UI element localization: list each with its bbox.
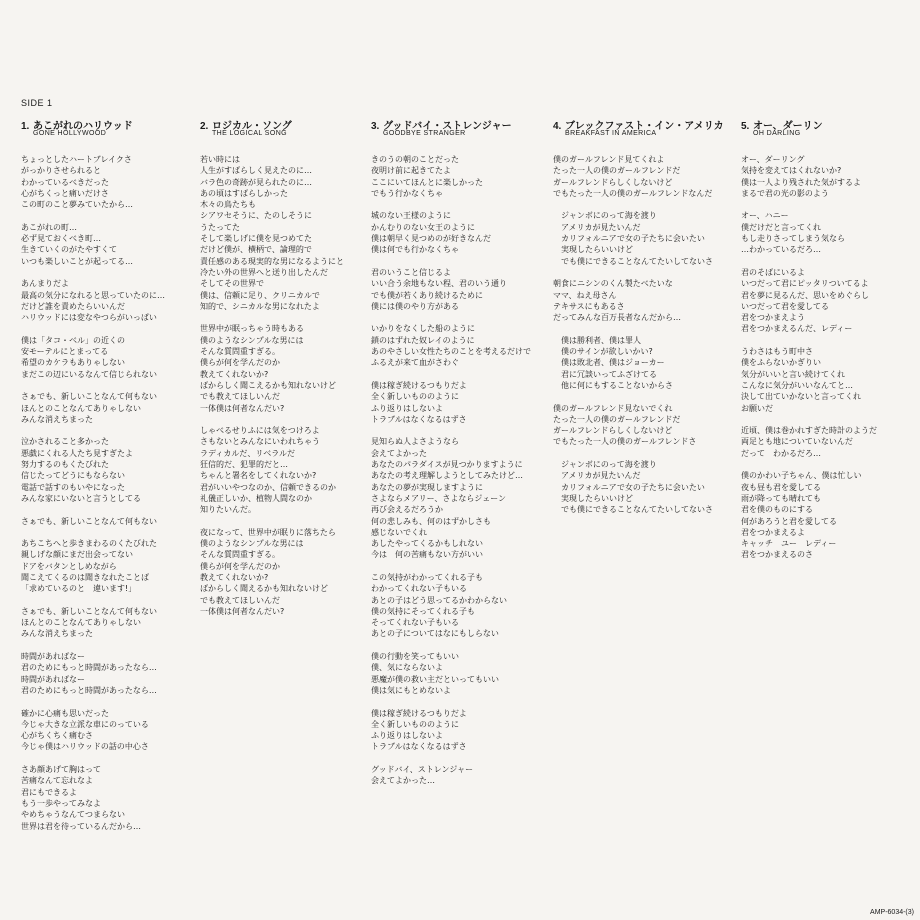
- lyric-line: この町のこと夢みていたから…: [21, 200, 133, 210]
- song-subtitle: OH DARLING: [753, 130, 801, 137]
- lyric-line: 苦痛なんて忘れなよ: [21, 776, 93, 786]
- lyric-line: こんなに気分がいいなんてと…: [741, 380, 853, 390]
- lyric-line: ジャンボにのって海を渡り: [553, 211, 657, 221]
- lyric-line: ばからしく聞こえるかも知れないけど: [200, 380, 336, 390]
- lyric-line: 僕、気にならないよ: [371, 663, 443, 673]
- lyric-line: がっかりさせられると: [21, 166, 101, 176]
- lyric-line: あしたやってくるかもしれない: [371, 539, 483, 549]
- lyric-line: アメリカが見たいんだ: [553, 471, 641, 481]
- lyric-line: でも僕が若くあり続けるために: [371, 290, 483, 300]
- lyric-line: 雨が降っても晴れても: [741, 493, 821, 503]
- lyric-line: やめちゃうなんてつまらない: [21, 810, 125, 820]
- lyric-line: 君をつかまえるのさ: [741, 550, 813, 560]
- lyric-line: ガールフレンドらしくしないけど: [553, 426, 673, 436]
- lyric-line: 世界は君を待っているんだから…: [21, 821, 141, 831]
- lyric-line: 今は 何の苦痛もない方がいい: [371, 550, 483, 560]
- lyric-line: 悪戯にくれる人たち見すぎたよ: [21, 448, 133, 458]
- lyric-line: 親しげな顔にまだ出会ってない: [21, 550, 133, 560]
- lyric-line: 実現したらいいけど: [553, 245, 633, 255]
- lyric-line: キャッチ ユー レディー: [741, 539, 837, 549]
- lyric-line: でもたった一人の僕のガールフレンドなんだ: [553, 188, 713, 198]
- song-header: [371, 117, 551, 132]
- lyric-line: 僕は何でも行かなくちゃ: [371, 245, 459, 255]
- lyric-stanza: [21, 335, 201, 380]
- lyric-line: さよならメアリー、さよならジェーン: [371, 493, 507, 503]
- lyric-line: 世界中が眠っちゃう時もある: [200, 324, 304, 334]
- lyric-stanza: [371, 708, 551, 753]
- lyric-line: あこがれの町…: [21, 222, 77, 232]
- lyric-line: みんな家にいないと言うとしてる: [21, 493, 141, 503]
- song-header: [21, 117, 201, 132]
- lyric-line: さぁでも、新しいことなんて何もない: [21, 606, 157, 616]
- lyric-line: 狂信的だ、犯罪的だと…: [200, 460, 288, 470]
- lyrics: [741, 154, 920, 561]
- lyric-line: うわさはもう町中さ: [741, 347, 813, 357]
- lyric-line: さあ顔あげて胸はって: [21, 765, 101, 775]
- lyrics: [371, 154, 551, 787]
- lyric-stanza: [21, 538, 201, 594]
- lyric-stanza: [21, 516, 201, 527]
- lyric-line: だけど誰を責めたらいいんだ: [21, 301, 125, 311]
- lyric-line: 両足とも地についていないんだ: [741, 437, 853, 447]
- lyric-stanza: [741, 425, 920, 459]
- lyric-line: さぁでも、新しいことなんて何もない: [21, 516, 157, 526]
- lyric-line: 僕は敗北者、僕はジョーカー: [553, 358, 665, 368]
- lyric-line: いつだって君にピッタリついてるよ: [741, 279, 869, 289]
- lyric-line: 何の悲しみも、何のはずかしさも: [371, 516, 491, 526]
- lyric-stanza: [741, 154, 920, 199]
- lyric-line: みんな消えちまった: [21, 629, 93, 639]
- lyric-line: あんまりだよ: [21, 279, 69, 289]
- lyric-stanza: [200, 527, 380, 617]
- lyric-line: 僕だけだと言ってくれ: [741, 222, 821, 232]
- lyric-stanza: [741, 267, 920, 335]
- lyric-stanza: [741, 346, 920, 414]
- lyric-line: グッドバイ、ストレンジャー: [371, 765, 474, 775]
- lyrics: [553, 154, 733, 516]
- lyric-line: 僕のかわい子ちゃん、僕は忙しい: [741, 471, 862, 481]
- song-subtitle: THE LOGICAL SONG: [212, 130, 287, 137]
- lyric-line: 僕は朝早く見つめのが好きなんだ: [371, 234, 491, 244]
- lyric-line: 僕のガールフレンド見てくれよ: [553, 155, 665, 164]
- lyric-line: 必ず見ておくべき町…: [21, 234, 101, 244]
- lyric-line: 聞こえてくるのは聞きなれたことば: [21, 572, 149, 582]
- lyric-line: 僕は勝利者、僕は罪人: [553, 335, 641, 345]
- lyric-line: 一体僕は何者なんだい?: [200, 606, 285, 616]
- lyric-line: あとの子はどう思ってるかわからない: [371, 595, 507, 605]
- lyric-line: 他に何にもすることないからさ: [553, 380, 673, 390]
- lyric-line: ジャンボにのって海を渡り: [553, 460, 657, 470]
- lyric-line: でも教えてほしいんだ: [200, 595, 280, 605]
- lyrics: [200, 154, 380, 617]
- lyric-line: いい合う余地もない程、君のいう通り: [371, 279, 507, 289]
- lyric-line: 君のためにもっと時間があったなら…: [21, 685, 157, 695]
- lyric-stanza: [21, 436, 201, 504]
- lyrics: [21, 154, 201, 832]
- song-title: オー、ダーリン: [753, 121, 823, 132]
- lyric-line: さぁでも、新しいことなんて何もない: [21, 392, 157, 402]
- song-column: [200, 117, 380, 628]
- lyric-stanza: [741, 470, 920, 560]
- lyric-stanza: [553, 459, 733, 515]
- lyric-line: あちこちへと歩きまわるのくたびれた: [21, 539, 157, 549]
- lyric-line: 感じないでくれ: [371, 527, 427, 537]
- lyric-line: 一体僕は何者なんだい?: [200, 403, 285, 413]
- lyric-line: 君がいいやつなのか、信頼できるのか: [200, 482, 336, 492]
- song-header: [741, 117, 920, 132]
- lyric-line: カリフォルニアで女の子たちに会いたい: [553, 482, 705, 492]
- lyric-line: ドアをバタンとしめながら: [21, 561, 117, 571]
- lyric-line: きのうの朝のことだった: [371, 155, 459, 164]
- lyric-line: 今じゃ僕はハリウッドの話の中心さ: [21, 742, 149, 752]
- lyric-line: 僕の行動を笑ってもいい: [371, 652, 459, 662]
- song-title: あこがれのハリウッド: [33, 121, 133, 132]
- lyric-line: いつだって君を愛してる: [741, 301, 829, 311]
- lyric-line: 若い時には: [200, 155, 240, 164]
- lyric-line: そってくれない子もいる: [371, 618, 459, 628]
- lyric-line: もう一歩やってみなよ: [21, 798, 101, 808]
- lyric-line: 朝食にニシンのくん製たべたいな: [553, 279, 673, 289]
- lyric-line: いかりをなくした船のように: [371, 324, 475, 334]
- lyric-stanza: [371, 323, 551, 368]
- lyric-line: 確かに心痛も思いだった: [21, 708, 109, 718]
- lyric-line: 僕は、信頼に足り、クリニカルで: [200, 290, 320, 300]
- lyric-line: ハリウッドには変なやつらがいっぱい: [21, 313, 157, 323]
- lyric-line: 僕のサインが欲しいかい?: [553, 347, 653, 357]
- lyric-line: 僕は「タコ・ベル」の近くの: [21, 335, 125, 345]
- lyric-stanza: [21, 764, 201, 832]
- lyric-stanza: [21, 222, 201, 267]
- lyric-line: ガールフレンドらしくしないけど: [553, 177, 673, 187]
- lyric-line: …わかっているだろ…: [741, 245, 821, 255]
- lyric-line: 君をつかまえるよ: [741, 527, 805, 537]
- lyric-line: 鎖のはずれた奴レイのように: [371, 335, 475, 345]
- lyric-line: そして楽しげに僕を見つめてた: [200, 234, 312, 244]
- lyric-line: さもないとみんなにいわれちゃう: [200, 437, 320, 447]
- lyric-line: 時間があればなー: [21, 674, 85, 684]
- lyric-stanza: [553, 154, 733, 199]
- song-column: [21, 117, 201, 843]
- lyric-line: たった一人の僕のガールフレンドだ: [553, 414, 681, 424]
- lyric-line: だってみんな百万長者なんだから…: [553, 313, 681, 323]
- lyric-line: ふり返りはしないよ: [371, 731, 443, 741]
- lyric-stanza: [371, 210, 551, 255]
- lyric-line: ほんとのことなんてありゃしない: [21, 618, 141, 628]
- lyric-stanza: [21, 391, 201, 425]
- lyric-stanza: [371, 380, 551, 425]
- lyric-line: でも僕にできることなんてたいしてないさ: [553, 256, 713, 266]
- lyric-line: 君のいうこと信じるよ: [371, 267, 451, 277]
- lyric-line: 僕は稼ぎ続けるつもりだよ: [371, 708, 467, 718]
- lyric-line: 安モーテルにとまってる: [21, 347, 109, 357]
- song-number: 3.: [371, 121, 380, 132]
- lyric-stanza: [371, 154, 551, 199]
- lyric-line: 人生がすばらしく見えたのに…: [200, 166, 312, 176]
- lyric-line: でもたった一人の僕のガールフレンドさ: [553, 437, 697, 447]
- song-number: 2.: [200, 121, 209, 132]
- lyric-line: でも教えてほしいんだ: [200, 392, 280, 402]
- lyric-line: あの頃はすばらしかった: [200, 188, 288, 198]
- lyric-line: 近頃、僕は巻かれすぎた時計のようだ: [741, 426, 877, 436]
- song-header: [200, 117, 380, 132]
- lyric-line: 僕には僕のやり方がある: [371, 301, 459, 311]
- lyric-line: 君に冗談いってふざけてる: [553, 369, 657, 379]
- song-subtitle: BREAKFAST IN AMERICA: [565, 130, 657, 137]
- lyric-stanza: [200, 425, 380, 515]
- lyric-line: 僕は気にもとめないよ: [371, 685, 451, 695]
- lyric-stanza: [21, 278, 201, 323]
- song-column: [553, 117, 733, 527]
- lyric-stanza: [371, 651, 551, 696]
- lyric-line: 気分がいいと言い続けてくれ: [741, 369, 845, 379]
- lyric-stanza: [21, 708, 201, 753]
- lyric-line: 今じゃ大きな立派な車にのっている: [21, 719, 149, 729]
- lyric-line: 僕のガールフレンド見ないでくれ: [553, 403, 673, 413]
- lyric-line: 全く新しいもののように: [371, 392, 459, 402]
- lyric-line: 冷たい外の世界へと送り出したんだ: [200, 267, 328, 277]
- lyric-line: 夜になって、世界中が眠りに落ちたら: [200, 527, 336, 537]
- lyric-line: あなたの考え理解しようとしてみたけど…: [371, 471, 523, 481]
- lyric-line: テキサスにもあるさ: [553, 301, 625, 311]
- lyric-line: ふるえが来て血がさわぐ: [371, 358, 459, 368]
- song-title: グッドバイ・ストレンジャー: [383, 121, 512, 132]
- lyric-line: ちゃんと署名をしてくれないか?: [200, 471, 317, 481]
- lyric-line: 努力するのもくたびれた: [21, 460, 109, 470]
- lyric-line: 信じたってどうにもならない: [21, 471, 125, 481]
- lyric-line: 泣かされること多かった: [21, 437, 109, 447]
- lyric-stanza: [371, 572, 551, 640]
- lyric-line: トラブルはなくなるはずさ: [371, 414, 467, 424]
- lyric-line: 時間があればなー: [21, 652, 85, 662]
- lyric-line: あのやさしい女性たちのことを考えるだけで: [371, 347, 531, 357]
- lyric-line: うたってた: [200, 222, 240, 232]
- lyric-line: そしてその世界で: [200, 279, 264, 289]
- lyric-line: 僕は一人より残された気がするよ: [741, 177, 861, 187]
- lyric-line: いつも楽しいことが起ってる…: [21, 256, 133, 266]
- lyric-stanza: [371, 436, 551, 560]
- lyric-line: まだこの辺にいるなんて信じられない: [21, 369, 157, 379]
- lyric-line: 僕は稼ぎ続けるつもりだよ: [371, 380, 467, 390]
- lyric-stanza: [21, 651, 201, 696]
- song-number: 5.: [741, 121, 750, 132]
- lyric-line: まるで君の光の影のよう: [741, 188, 829, 198]
- lyric-line: 夜明け前に起きてたよ: [371, 166, 451, 176]
- lyric-stanza: [553, 278, 733, 323]
- lyric-line: 教えてくれないか?: [200, 369, 269, 379]
- lyric-stanza: [200, 323, 380, 413]
- lyric-line: 悪魔が僕の救い主だといってもいい: [371, 674, 499, 684]
- lyric-line: でも僕にできることなんてたいしてないさ: [553, 505, 713, 515]
- song-number: 4.: [553, 121, 562, 132]
- lyric-stanza: [200, 154, 380, 312]
- lyric-line: だけど僕が、横柄で、論理的で: [200, 245, 312, 255]
- lyric-line: この気持がわかってくれる子も: [371, 572, 483, 582]
- song-title: ブレックファスト・イン・アメリカ: [565, 121, 724, 132]
- lyric-line: トラブルはなくなるはずさ: [371, 742, 467, 752]
- lyric-line: 知的で、シニカルな男になれたよ: [200, 301, 320, 311]
- lyric-line: そんな質問重すぎる。: [200, 550, 280, 560]
- lyric-line: 会えてよかった: [371, 448, 427, 458]
- lyric-stanza: [21, 154, 201, 210]
- lyric-line: ここにいてほんとに楽しかった: [371, 177, 483, 187]
- lyric-line: ばからしく聞えるかも知れないけど: [200, 584, 328, 594]
- lyric-line: 責任感のある現実的な男になるようにと: [200, 256, 344, 266]
- lyric-line: みんな消えちまった: [21, 414, 93, 424]
- lyric-line: 僕をふらないかぎりい: [741, 358, 821, 368]
- song-subtitle: GOODBYE STRANGER: [383, 130, 466, 137]
- lyric-line: 気持を変えてはくれないか?: [741, 166, 842, 176]
- lyric-line: 希望のカケラもありゃしない: [21, 358, 125, 368]
- lyric-line: そんな質問重すぎる。: [200, 347, 280, 357]
- lyric-line: シアワセそうに、たのしそうに: [200, 211, 312, 221]
- lyric-line: かんむりのない女王のように: [371, 222, 475, 232]
- lyric-line: 知りたいんだ。: [200, 505, 256, 515]
- lyric-line: 礼儀正しいか、植物人間なのか: [200, 493, 312, 503]
- lyric-stanza: [21, 606, 201, 640]
- song-subtitle: GONE HOLLYWOOD: [33, 130, 107, 137]
- lyric-line: 君をつかまえよう: [741, 313, 805, 323]
- lyric-stanza: [553, 403, 733, 448]
- lyric-line: だって わかるだろ…: [741, 448, 821, 458]
- lyric-stanza: [553, 210, 733, 266]
- lyric-line: でもう行かなくちゃ: [371, 188, 443, 198]
- lyric-line: お願いだ: [741, 403, 773, 413]
- lyric-line: オー、ハニー: [741, 211, 789, 221]
- lyric-line: 会えてよかった…: [371, 776, 435, 786]
- song-column: [371, 117, 551, 798]
- lyric-line: 君をつかまえるんだ、レディー: [741, 324, 853, 334]
- lyric-line: たった一人の僕のガールフレンドだ: [553, 166, 681, 176]
- lyric-line: 最高の気分になれると思っていたのに…: [21, 290, 165, 300]
- song-number: 1.: [21, 121, 30, 132]
- lyric-line: 実現したらいいけど: [553, 493, 633, 503]
- lyric-line: ふり返りはしないよ: [371, 403, 443, 413]
- lyric-line: ラディカルだ、リベラルだ: [200, 448, 295, 458]
- lyric-line: 「求めているのと 違います!」: [21, 584, 137, 594]
- side-label: SIDE 1: [21, 98, 53, 108]
- lyric-line: あなたのパラダイスが見つかりますように: [371, 460, 523, 470]
- lyric-line: 君にもできるよ: [21, 787, 77, 797]
- song-title: ロジカル・ソング: [212, 121, 292, 132]
- lyric-line: 再び会えるだろうか: [371, 505, 443, 515]
- lyric-line: オー、ダーリング: [741, 155, 805, 164]
- lyric-line: 僕らが何を学んだのか: [200, 561, 280, 571]
- lyric-stanza: [371, 764, 551, 787]
- lyric-line: あなたの夢が実現しますように: [371, 482, 483, 492]
- lyric-line: 全く新しいもののように: [371, 719, 459, 729]
- song-column: [741, 117, 920, 572]
- lyric-line: 生きていくのがたやすくて: [21, 245, 117, 255]
- lyric-line: ママ、ねえ母さん: [553, 290, 617, 300]
- lyric-line: あとの子についてはなにもしらない: [371, 629, 499, 639]
- lyric-line: 僕の気持にそってくれる子も: [371, 606, 475, 616]
- lyric-line: 木々の鳥たちも: [200, 200, 256, 210]
- lyric-line: わかってくれない子もいる: [371, 584, 467, 594]
- lyric-stanza: [741, 210, 920, 255]
- lyric-line: 君を夢に見るんだ、思いをめぐらし: [741, 290, 869, 300]
- lyric-line: ほんとのことなんてありゃしない: [21, 403, 141, 413]
- lyric-line: ちょっとしたハートブレイクさ: [21, 155, 132, 164]
- lyric-line: わかっているべきだった: [21, 177, 109, 187]
- lyric-line: 城のない王様のように: [371, 211, 451, 221]
- lyric-line: 何があろうと君を愛してる: [741, 516, 837, 526]
- lyric-line: アメリカが見たいんだ: [553, 222, 641, 232]
- lyric-line: 君を僕のものにする: [741, 505, 813, 515]
- lyric-line: 僕らが何を学んだのか: [200, 358, 280, 368]
- lyric-line: 君のためにもっと時間があったなら…: [21, 663, 157, 673]
- lyric-stanza: [371, 267, 551, 312]
- lyric-line: 君のそばにいるよ: [741, 267, 805, 277]
- lyric-line: 見知らぬ人よさようなら: [371, 437, 459, 447]
- lyric-line: 電話で話すのもいやになった: [21, 482, 125, 492]
- lyric-line: 僕のようなシンプルな男には: [200, 539, 304, 549]
- catalog-number: AMP-6034-(3): [870, 909, 914, 916]
- lyric-line: もし走りさってしまう気なら: [741, 234, 845, 244]
- lyric-line: 心がちくちく痛むさ: [21, 731, 93, 741]
- lyric-line: しゃべるせりふには気をつけろよ: [200, 426, 320, 436]
- lyric-line: バラ色の奇跡が見られたのに…: [200, 177, 312, 187]
- lyric-stanza: [553, 335, 733, 391]
- lyric-line: カリフォルニアで女の子たちに会いたい: [553, 234, 705, 244]
- song-header: [553, 117, 733, 132]
- lyric-line: 心がちくっと痛いだけさ: [21, 188, 109, 198]
- lyric-line: 教えてくれないか?: [200, 572, 269, 582]
- lyric-line: 夜も昼も君を愛してる: [741, 482, 821, 492]
- lyric-line: 僕のようなシンプルな男には: [200, 335, 304, 345]
- lyric-line: 決して出ていかないと言ってくれ: [741, 392, 861, 402]
